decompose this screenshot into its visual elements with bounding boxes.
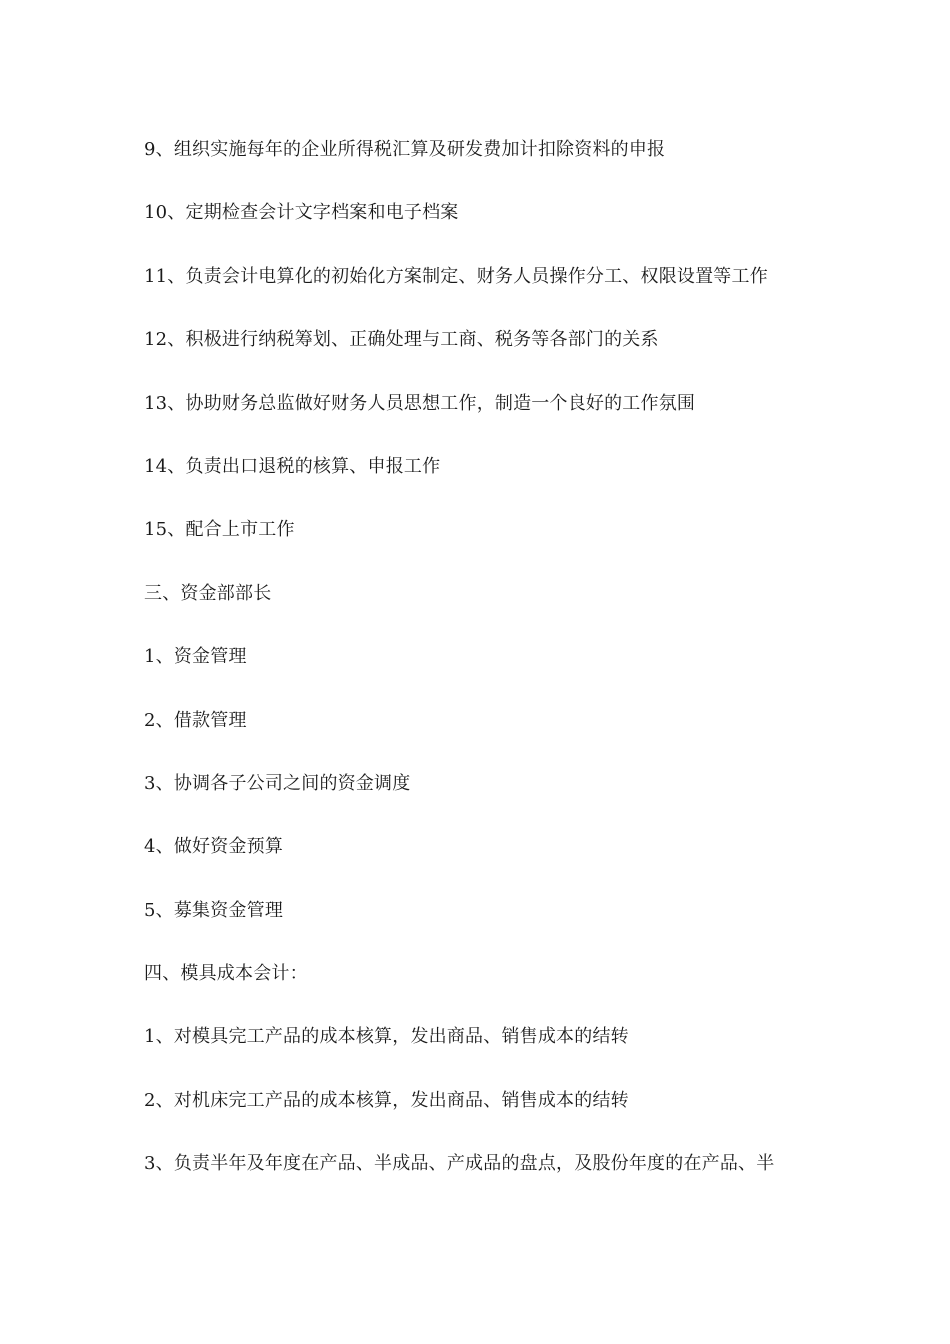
- list-item-11: 11、负责会计电算化的初始化方案制定、财务人员操作分工、权限设置等工作: [144, 265, 768, 287]
- list-item-15: 15、配合上市工作: [144, 519, 295, 541]
- list-item-9: 9、组织实施每年的企业所得税汇算及研发费加计扣除资料的申报: [144, 139, 666, 160]
- list-item-cost-3: 3、负责半年及年度在产品、半成品、产成品的盘点，及股份年度的在产品、半: [144, 1153, 775, 1175]
- document-body: [144, 135, 824, 1213]
- list-item-14: 14、负责出口退税的核算、申报工作: [144, 455, 441, 477]
- list-item-funds-2: 2、借款管理: [144, 709, 247, 731]
- list-item-13: 13、协助财务总监做好财务人员思想工作，制造一个良好的工作氛围: [144, 392, 696, 414]
- list-item-12: 12、积极进行纳税筹划、正确处理与工商、税务等各部门的关系: [144, 329, 659, 351]
- list-item-funds-5: 5、募集资金管理: [144, 899, 284, 921]
- list-item-10: 10、定期检查会计文字档案和电子档案: [144, 202, 459, 224]
- list-item-funds-4: 4、做好资金预算: [144, 836, 284, 858]
- list-item-funds-1: 1、资金管理: [144, 646, 247, 668]
- section-heading-3: 三、资金部部长: [144, 582, 272, 604]
- list-item-funds-3: 3、协调各子公司之间的资金调度: [144, 772, 411, 794]
- section-heading-4: 四、模具成本会计：: [144, 963, 308, 985]
- list-item-cost-1: 1、对模具完工产品的成本核算，发出商品、销售成本的结转: [144, 1026, 629, 1048]
- list-item-cost-2: 2、对机床完工产品的成本核算，发出商品、销售成本的结转: [144, 1089, 629, 1111]
